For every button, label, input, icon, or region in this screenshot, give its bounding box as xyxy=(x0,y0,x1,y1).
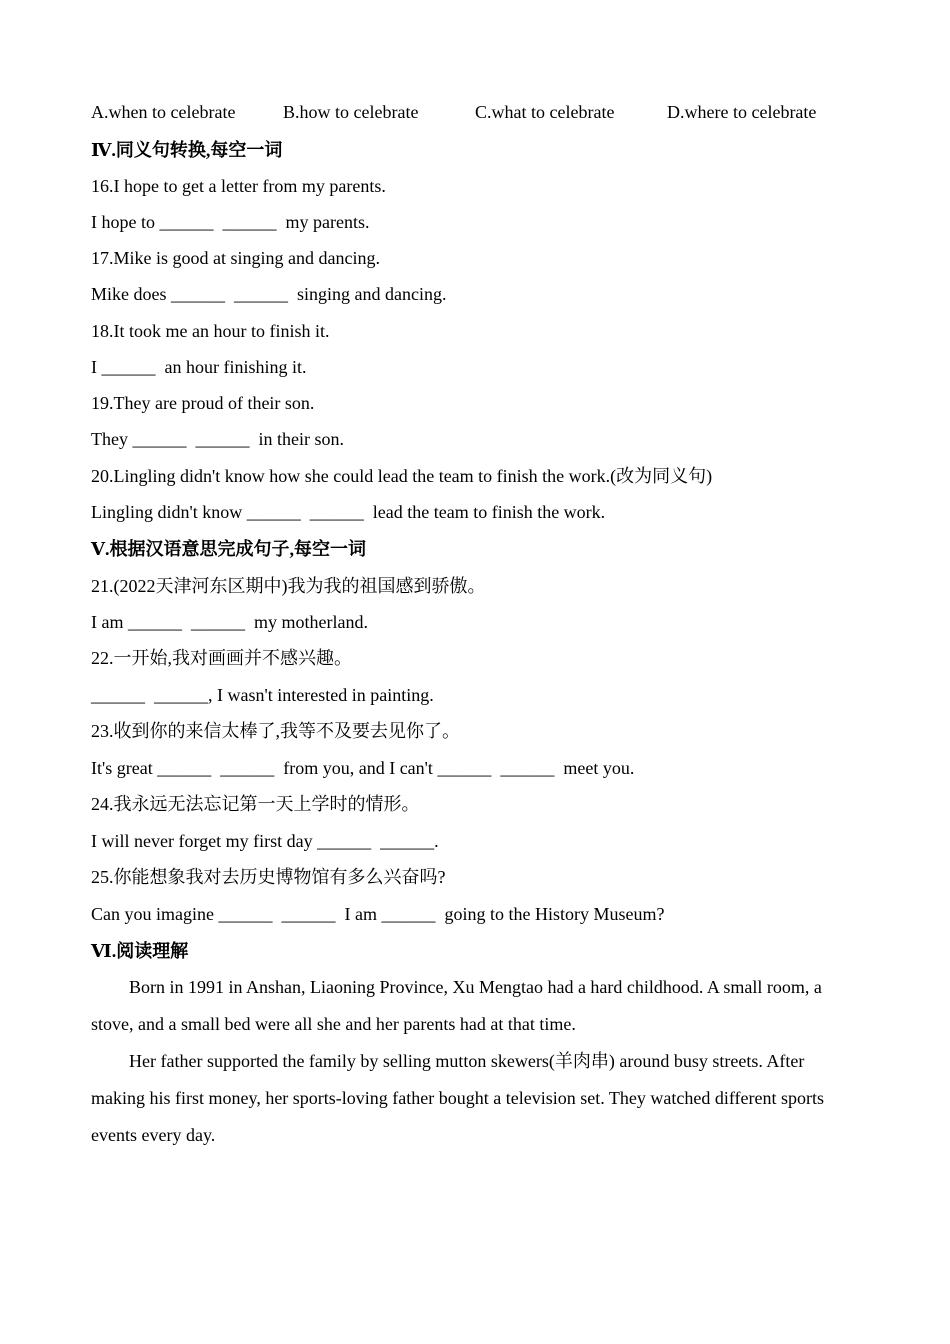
reading-paragraph-2: Her father supported the family by selling mutton skewers(羊肉串) around busy streets. After making his first money, her sports-loving father bought a television set. They watched different sports events every day. xyxy=(91,1051,825,1145)
answer-line-21: I am ______ ______ my motherland. xyxy=(91,612,368,632)
option-c: C.what to celebrate xyxy=(475,102,615,122)
question-21: 21.(2022天津河东区期中)我为我的祖国感到骄傲。 xyxy=(91,576,486,596)
question-18: 18.It took me an hour to finish it. xyxy=(91,321,330,341)
answer-line-23: It's great ______ ______ from you, and I can't ______ ______ meet you. xyxy=(91,758,635,778)
section-5-heading: Ⅴ.根据汉语意思完成句子,每空一词 xyxy=(91,539,366,559)
answer-line-17: Mike does ______ ______ singing and dancing. xyxy=(91,284,447,304)
reading-paragraph-1: Born in 1991 in Anshan, Liaoning Province, Xu Mengtao had a hard childhood. A small room, a stove, and a small bed were all she and her parents had at that time. xyxy=(91,977,822,1034)
question-16: 16.I hope to get a letter from my parents. xyxy=(91,176,386,196)
section-4-heading: Ⅳ.同义句转换,每空一词 xyxy=(91,140,283,160)
answer-line-16: I hope to ______ ______ my parents. xyxy=(91,212,370,232)
question-24: 24.我永远无法忘记第一天上学时的情形。 xyxy=(91,794,420,814)
answer-line-22: ______ ______, I wasn't interested in painting. xyxy=(91,685,434,705)
answer-line-25: Can you imagine ______ ______ I am ______ going to the History Museum? xyxy=(91,904,665,924)
question-22: 22.一开始,我对画画并不感兴趣。 xyxy=(91,648,352,668)
answer-line-24: I will never forget my first day ______ ______. xyxy=(91,831,439,851)
question-25: 25.你能想象我对去历史博物馆有多么兴奋吗? xyxy=(91,867,446,887)
answer-line-20: Lingling didn't know ______ ______ lead the team to finish the work. xyxy=(91,502,606,522)
question-17: 17.Mike is good at singing and dancing. xyxy=(91,248,380,268)
answer-line-19: They ______ ______ in their son. xyxy=(91,429,344,449)
question-23: 23.收到你的来信太棒了,我等不及要去见你了。 xyxy=(91,721,460,741)
section-6-heading: Ⅵ.阅读理解 xyxy=(91,941,189,961)
answer-line-18: I ______ an hour finishing it. xyxy=(91,357,307,377)
option-b: B.how to celebrate xyxy=(283,102,419,122)
question-20: 20.Lingling didn't know how she could lead the team to finish the work.(改为同义句) xyxy=(91,466,713,486)
option-d: D.where to celebrate xyxy=(667,102,817,122)
option-a: A.when to celebrate xyxy=(91,102,236,122)
question-19: 19.They are proud of their son. xyxy=(91,393,315,413)
